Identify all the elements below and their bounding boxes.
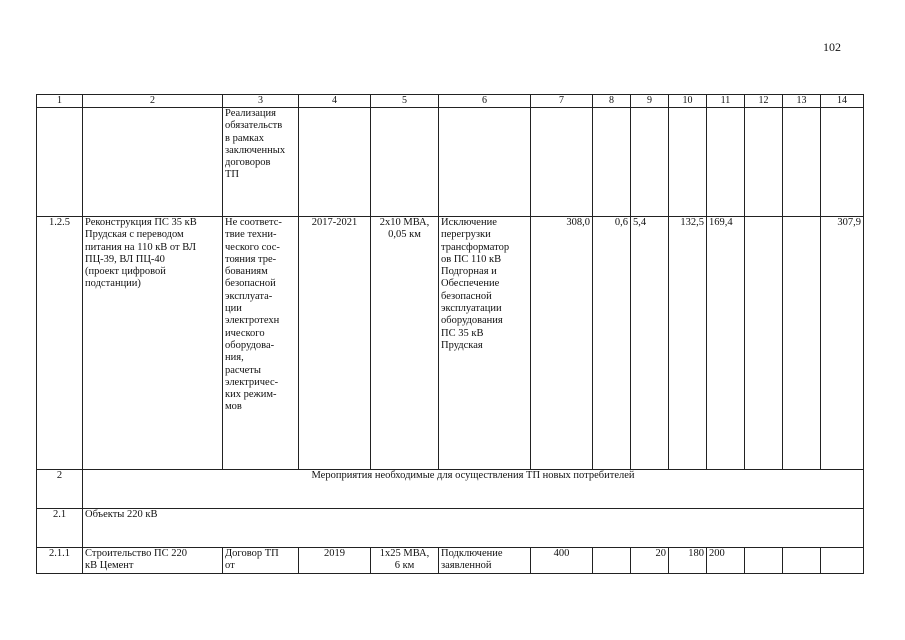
cell-empty xyxy=(37,108,83,217)
header-col-1: 1 xyxy=(37,95,83,108)
cell-number: 2.1 xyxy=(37,509,83,548)
cell-number: 2 xyxy=(37,470,83,509)
header-col-5: 5 xyxy=(371,95,439,108)
cell-col-13 xyxy=(783,217,821,470)
table-row-continuation xyxy=(37,108,864,217)
header-col-12: 12 xyxy=(745,95,783,108)
cell-number: 2.1.1 xyxy=(37,548,83,574)
table-row-1-2-5 xyxy=(37,217,864,470)
header-col-14: 14 xyxy=(821,95,864,108)
table-row-section-2-1 xyxy=(37,509,864,548)
cell-empty xyxy=(631,108,669,217)
header-col-2: 2 xyxy=(83,95,223,108)
cell-result: Подключение заявленной xyxy=(439,548,531,574)
cell-col-9: 20 xyxy=(631,548,669,574)
cell-col-10: 132,5 xyxy=(669,217,707,470)
cell-empty xyxy=(531,108,593,217)
header-col-10: 10 xyxy=(669,95,707,108)
header-col-3: 3 xyxy=(223,95,299,108)
cell-number: 1.2.5 xyxy=(37,217,83,470)
cell-empty xyxy=(669,108,707,217)
cell-empty xyxy=(593,108,631,217)
header-col-7: 7 xyxy=(531,95,593,108)
cell-col-13 xyxy=(783,548,821,574)
cell-col-14: 307,9 xyxy=(821,217,864,470)
subsection-title: Объекты 220 кВ xyxy=(83,509,864,548)
table-header-row xyxy=(37,95,864,108)
cell-result: Исключение перегрузки трансформатор ов ПС 110 кВ Подгорная и Обеспечение безопасной эксплуатации оборудования ПС 35 кВ Прудская xyxy=(439,217,531,470)
cell-capacity: 2х10 МВА, 0,05 км xyxy=(371,217,439,470)
header-col-9: 9 xyxy=(631,95,669,108)
cell-empty xyxy=(783,108,821,217)
header-col-11: 11 xyxy=(707,95,745,108)
page-number: 102 xyxy=(823,40,841,54)
cell-col-11: 200 xyxy=(707,548,745,574)
section-title: Мероприятия необходимые для осуществления ТП новых потребителей xyxy=(83,470,864,509)
header-col-8: 8 xyxy=(593,95,631,108)
cell-empty xyxy=(371,108,439,217)
cell-project-name: Строительство ПС 220 кВ Цемент xyxy=(83,548,223,574)
table-row-2-1-1 xyxy=(37,548,864,574)
header-col-4: 4 xyxy=(299,95,371,108)
cell-empty xyxy=(299,108,371,217)
cell-empty xyxy=(707,108,745,217)
cell-col-8 xyxy=(593,548,631,574)
cell-col-12 xyxy=(745,217,783,470)
cell-empty xyxy=(439,108,531,217)
cell-col-9: 5,4 xyxy=(631,217,669,470)
cell-project-name: Реконструкция ПС 35 кВ Прудская с переводом питания на 110 кВ от ВЛ ПЦ-39, ВЛ ПЦ-40 (проект цифровой подстанции) xyxy=(83,217,223,470)
cell-col-11: 169,4 xyxy=(707,217,745,470)
cell-col-14 xyxy=(821,548,864,574)
cell-col-10: 180 xyxy=(669,548,707,574)
cell-years: 2019 xyxy=(299,548,371,574)
cell-reason: Не соответс- твие техни- ческого сос- тояния тре- бованиям безопасной эксплуата- ции электротехн ического оборудова- ния, расчеты электричес- ких режим- мов xyxy=(223,217,299,470)
cell-reason: Договор ТП от xyxy=(223,548,299,574)
table-row-section-2 xyxy=(37,470,864,509)
cell-empty xyxy=(83,108,223,217)
cell-empty xyxy=(745,108,783,217)
cell-col-12 xyxy=(745,548,783,574)
cell-empty xyxy=(821,108,864,217)
header-col-13: 13 xyxy=(783,95,821,108)
header-col-6: 6 xyxy=(439,95,531,108)
cell-years: 2017-2021 xyxy=(299,217,371,470)
cell-capacity: 1х25 МВА, 6 км xyxy=(371,548,439,574)
cell-reason: Реализация обязательств в рамках заключенных договоров ТП xyxy=(223,108,299,217)
cell-col-7: 400 xyxy=(531,548,593,574)
investment-program-table xyxy=(36,94,864,574)
cell-col-7: 308,0 xyxy=(531,217,593,470)
cell-col-8: 0,6 xyxy=(593,217,631,470)
